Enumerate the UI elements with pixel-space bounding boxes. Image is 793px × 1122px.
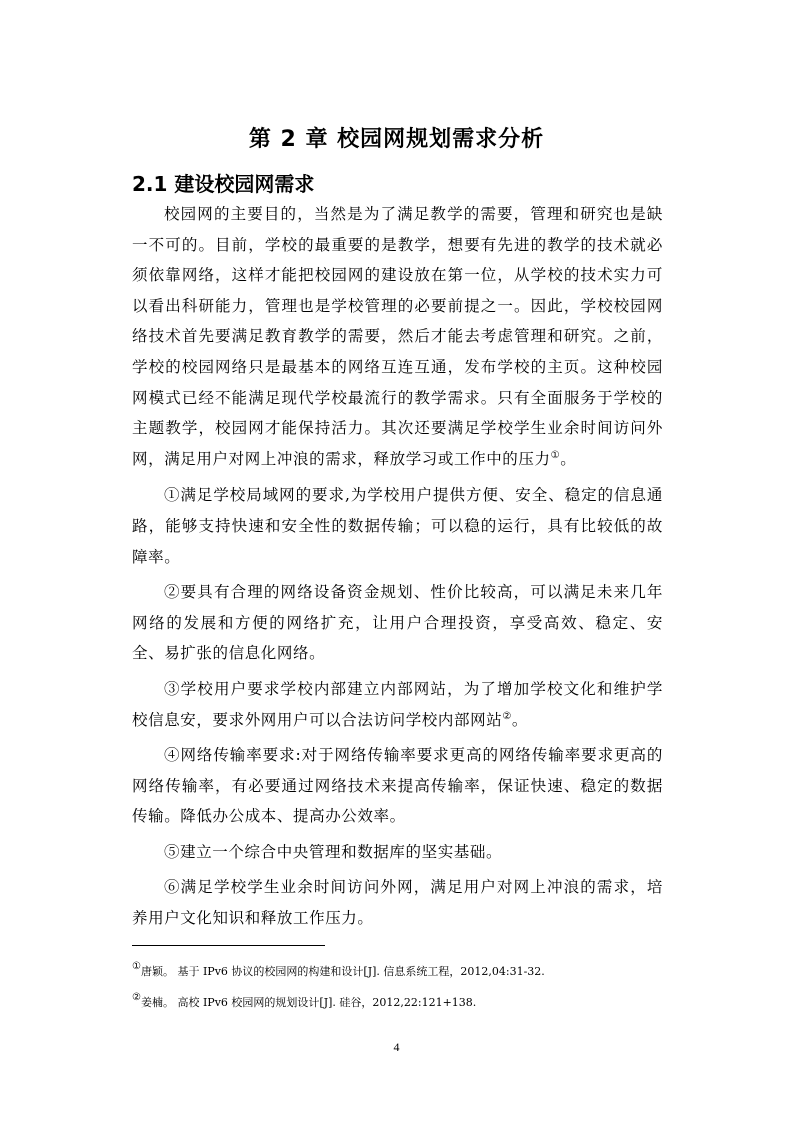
footnote-1 xyxy=(132,956,692,987)
footnote-ref-1[interactable]: ① xyxy=(550,449,561,461)
requirement-item-1: ①满足学校局域网的要求,为学校用户提供方便、安全、稳定的信息通路，能够支持快速和安全性的数据传输；可以稳的运行，具有比较低的故障率。 xyxy=(132,486,663,566)
footnote-mark-1: ① xyxy=(132,961,141,972)
page-number: 4 xyxy=(393,1040,400,1054)
footnote-mark-2: ② xyxy=(132,992,141,1003)
footnote-ref-2[interactable]: ② xyxy=(502,710,512,722)
section-title: 2.1 建设校园网需求 xyxy=(132,172,315,196)
footnotes xyxy=(132,956,692,1018)
footnote-1-text: 唐颖。 基于 IPv6 协议的校园网的构建和设计[J]. 信息系统工程，2012,04:31-32. xyxy=(140,965,545,978)
requirement-item-6: ⑥满足学校学生业余时间访问外网，满足用户对网上冲浪的需求，培养用户文化知识和释放工作压力。 xyxy=(132,878,663,928)
intro-tail: 。 xyxy=(560,449,577,468)
footnote-2-text: 姜楠。 高校 IPv6 校园网的规划设计[J]. 硅谷，2012,22:121+138. xyxy=(140,996,477,1009)
item3-tail: 。 xyxy=(511,710,528,729)
requirement-item-5: ⑤建立一个综合中央管理和数据库的坚实基础。 xyxy=(164,842,503,861)
footnote-2 xyxy=(132,987,692,1018)
footnote-divider xyxy=(132,945,325,946)
item3-text: ③学校用户要求学校内部建立内部网站，为了增加学校文化和维护学校信息安，要求外网用户可以合法访问学校内部网站 xyxy=(132,679,663,729)
body-text xyxy=(132,199,663,939)
requirement-item-2: ②要具有合理的网络设备资金规划、性价比较高，可以满足未来几年网络的发展和方便的网络扩充，让用户合理投资，享受高效、稳定、安全、易扩张的信息化网络。 xyxy=(132,583,663,663)
intro-paragraph xyxy=(132,199,663,474)
chapter-title: 第 2 章 校园网规划需求分析 xyxy=(248,127,545,152)
requirement-item-4: ④网络传输率要求:对于网络传输率要求更高的网络传输率要求更高的网络传输率，有必要通过网络技术来提高传输率，保证快速、稳定的数据传输。降低办公成本、提高办公效率。 xyxy=(132,746,663,826)
intro-text: 校园网的主要目的，当然是为了满足教学的需要，管理和研究也是缺一不可的。目前，学校的最重要的是教学，想要有先进的教学的技术就必须依靠网络，这样才能把校园网的建设放在第一位，从学校的技术实力可以看出科研能力，管理也是学校管理的必要前提之一。因此，学校校园网络技术首先要满足教育教学的需要，然后才能去考虑管理和研究。之前，学校的校园网络只是最基本的网络互连互通，发布学校的主页。这种校园网模式已经不能满足现代学校最流行的教学需求。只有全面服务于学校的主题教学，校园网才能保持活力。其次还要满足学校学生业余时间访问外网，满足用户对网上冲浪的需求，释放学习或工作中的压力 xyxy=(132,205,663,468)
requirement-item-3 xyxy=(132,674,663,735)
